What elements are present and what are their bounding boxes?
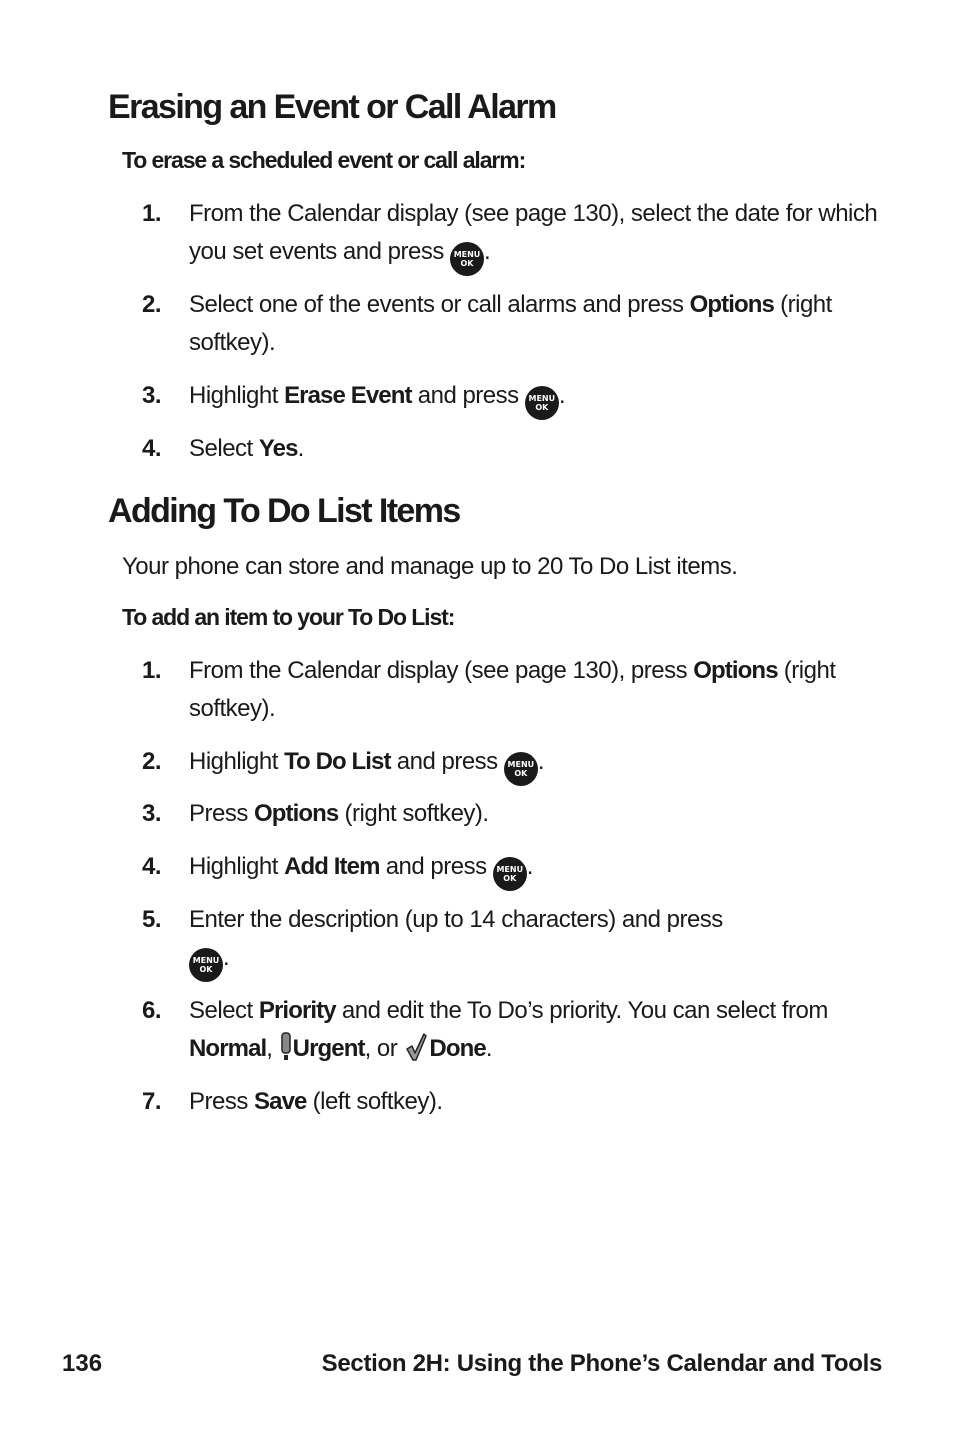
step-text: Highlight Add Item and press MENU OK . bbox=[189, 848, 879, 891]
options-keyword: Options bbox=[254, 800, 339, 827]
options-keyword: Options bbox=[693, 657, 778, 684]
procedure-heading-erase: To erase a scheduled event or call alarm: bbox=[122, 147, 526, 173]
options-keyword: Options bbox=[689, 291, 774, 318]
todo-intro: Your phone can store and manage up to 20 To Do List items. bbox=[122, 553, 738, 580]
step-number: 3. bbox=[142, 382, 162, 409]
erase-event-keyword: Erase Event bbox=[284, 382, 412, 409]
menu-ok-key-icon: MENU OK bbox=[189, 948, 223, 982]
exclamation-icon bbox=[280, 1032, 292, 1062]
step-text: Highlight To Do List and press MENU OK . bbox=[189, 743, 879, 786]
step-number: 3. bbox=[142, 800, 162, 827]
step-text: Enter the description (up to 14 characters) and press MENU OK . bbox=[189, 901, 749, 982]
step-number: 7. bbox=[142, 1088, 162, 1115]
add-item-keyword: Add Item bbox=[284, 853, 380, 880]
to-do-list-keyword: To Do List bbox=[284, 748, 391, 775]
step-text: From the Calendar display (see page 130), select the date for which you set events and press MENU OK . bbox=[189, 195, 879, 276]
section-heading-erasing: Erasing an Event or Call Alarm bbox=[108, 88, 556, 126]
step-text: Highlight Erase Event and press MENU OK . bbox=[189, 377, 879, 420]
step-number: 2. bbox=[142, 291, 162, 318]
step-number: 2. bbox=[142, 748, 162, 775]
urgent-keyword: Urgent bbox=[292, 1035, 365, 1062]
priority-keyword: Priority bbox=[258, 997, 336, 1024]
section-heading-todo: Adding To Do List Items bbox=[108, 492, 460, 530]
footer-section-title: Section 2H: Using the Phone’s Calendar and Tools bbox=[321, 1350, 882, 1377]
save-keyword: Save bbox=[254, 1088, 307, 1115]
step-number: 4. bbox=[142, 853, 162, 880]
menu-ok-key-icon: MENU OK bbox=[450, 242, 484, 276]
step-text: From the Calendar display (see page 130), press Options (right softkey). bbox=[189, 657, 836, 722]
step-number: 6. bbox=[142, 997, 162, 1024]
checkmark-icon bbox=[405, 1032, 427, 1062]
done-keyword: Done bbox=[429, 1035, 486, 1062]
step-text: Select Yes. bbox=[189, 435, 304, 462]
step-number: 1. bbox=[142, 200, 162, 227]
menu-ok-key-icon: MENU OK bbox=[504, 752, 538, 786]
menu-ok-key-icon: MENU OK bbox=[493, 857, 527, 891]
step-number: 1. bbox=[142, 657, 162, 684]
page-number: 136 bbox=[62, 1350, 103, 1377]
step-text: Select one of the events or call alarms and press Options (right softkey). bbox=[189, 291, 832, 356]
step-text: Press Save (left softkey). bbox=[189, 1088, 443, 1115]
procedure-heading-todo: To add an item to your To Do List: bbox=[122, 604, 455, 630]
normal-keyword: Normal bbox=[189, 1035, 267, 1062]
yes-keyword: Yes bbox=[258, 435, 298, 462]
menu-ok-key-icon: MENU OK bbox=[525, 386, 559, 420]
step-text: Press Options (right softkey). bbox=[189, 800, 489, 827]
step-number: 4. bbox=[142, 435, 162, 462]
step-text: Select Priority and edit the To Do’s priority. You can select from Normal, Urgent, or Done. bbox=[189, 997, 828, 1062]
step-number: 5. bbox=[142, 906, 162, 933]
